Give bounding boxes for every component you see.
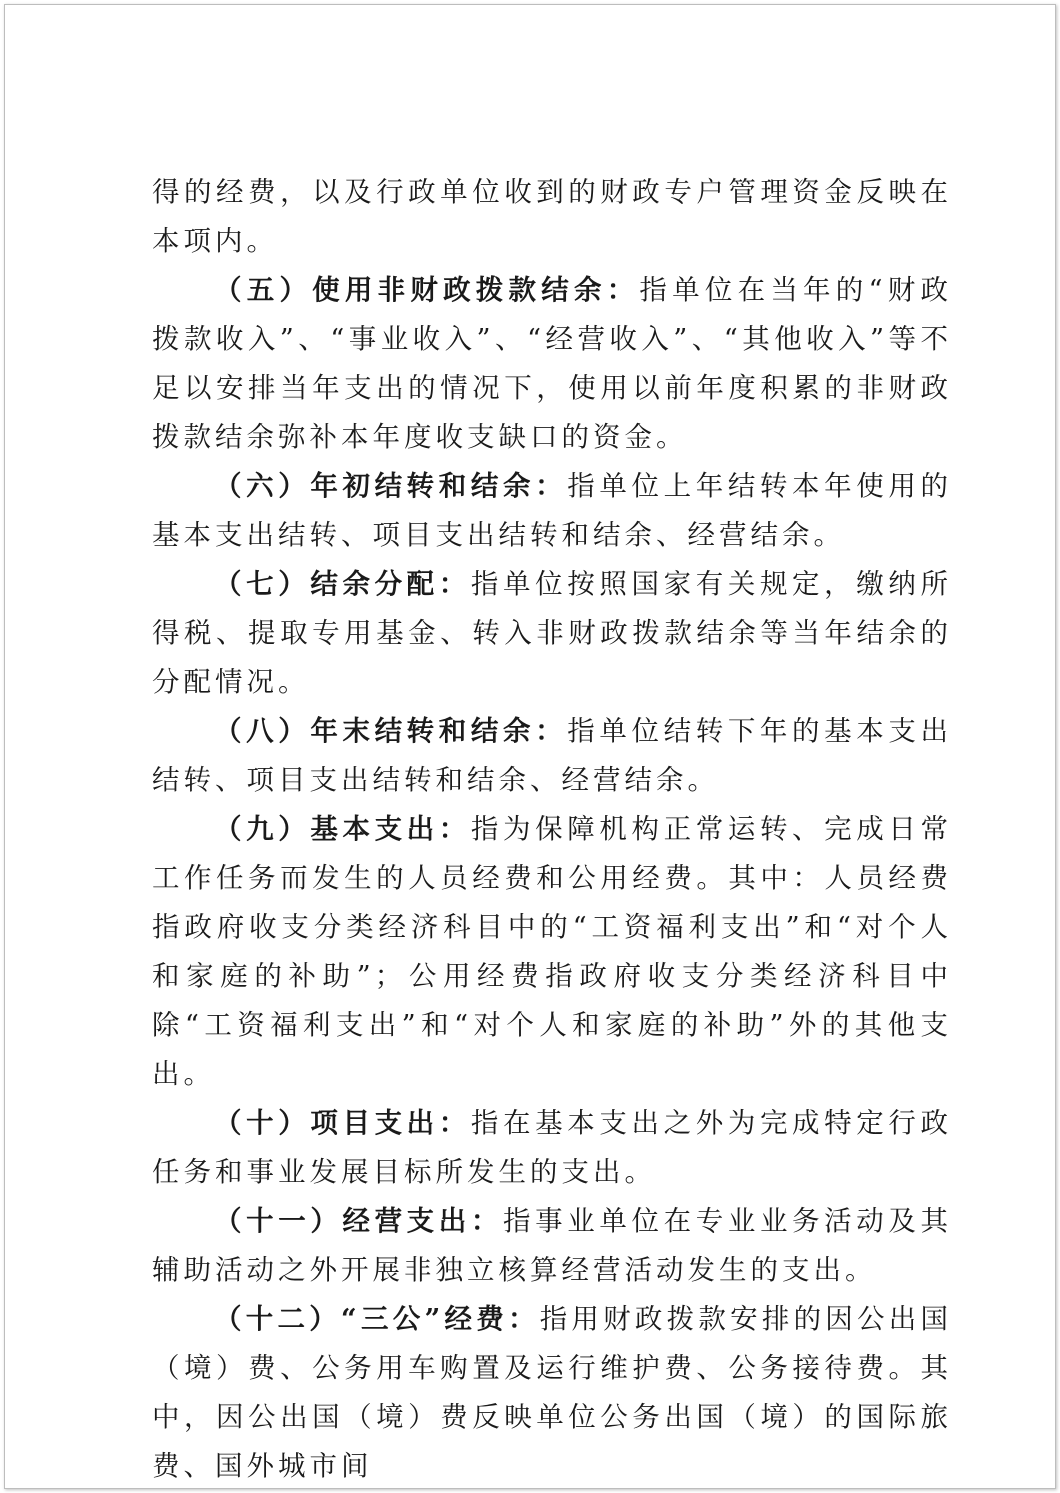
paragraph-text: 指单位上年结转本年使用的基本支出结转、项目支出结转和结余、经营结余。 [152, 470, 952, 551]
term-heading: （九）基本支出： [214, 813, 471, 845]
paragraph-item-8 [152, 707, 952, 805]
paragraph-text: 指单位按照国家有关规定，缴纳所得税、提取专用基金、转入非财政拨款结余等当年结余的分配情况。 [152, 568, 953, 698]
paragraph-text: 指单位结转下年的基本支出结转、项目支出结转和结余、经营结余。 [152, 715, 952, 796]
paragraph-item-11 [152, 1197, 952, 1295]
paragraph-item-9 [152, 805, 952, 1099]
paragraph-text: 指在基本支出之外为完成特定行政任务和事业发展目标所发生的支出。 [152, 1107, 953, 1188]
paragraph-item-6 [152, 462, 952, 560]
paragraph-item-10 [152, 1099, 952, 1197]
paragraph-text: 指事业单位在专业业务活动及其辅助活动之外开展非独立核算经营活动发生的支出。 [152, 1205, 953, 1286]
term-heading: （十一）经营支出： [214, 1205, 504, 1237]
term-heading: （十）项目支出： [214, 1107, 471, 1139]
term-heading: （七）结余分配： [214, 568, 471, 600]
paragraph-text: 得的经费，以及行政单位收到的财政专户管理资金反映在本项内。 [152, 176, 952, 257]
paragraph-continued [152, 168, 952, 266]
term-heading: （十二）“三公”经费： [214, 1303, 540, 1335]
document-body [152, 168, 952, 1491]
document-page [4, 4, 1056, 1489]
term-heading: （五）使用非财政拨款结余： [214, 274, 640, 306]
paragraph-item-12 [152, 1295, 952, 1491]
term-heading: （八）年末结转和结余： [214, 715, 568, 747]
term-heading: （六）年初结转和结余： [214, 470, 568, 502]
paragraph-text: 指单位在当年的“财政拨款收入”、“事业收入”、“经营收入”、“其他收入”等不足以安排当年支出的情况下，使用以前年度积累的非财政拨款结余弥补本年度收支缺口的资金。 [152, 274, 952, 453]
paragraph-text: 指用财政拨款安排的因公出国（境）费、公务用车购置及运行维护费、公务接待费。其中，因公出国（境）费反映单位公务出国（境）的国际旅费、国外城市间 [152, 1303, 952, 1482]
paragraph-item-5 [152, 266, 952, 462]
paragraph-text: 指为保障机构正常运转、完成日常工作任务而发生的人员经费和公用经费。其中：人员经费指政府收支分类经济科目中的“工资福利支出”和“对个人和家庭的补助”；公用经费指政府收支分类经济科目中除“工资福利支出”和“对个人和家庭的补助”外的其他支出。 [152, 813, 953, 1090]
paragraph-item-7 [152, 560, 952, 707]
